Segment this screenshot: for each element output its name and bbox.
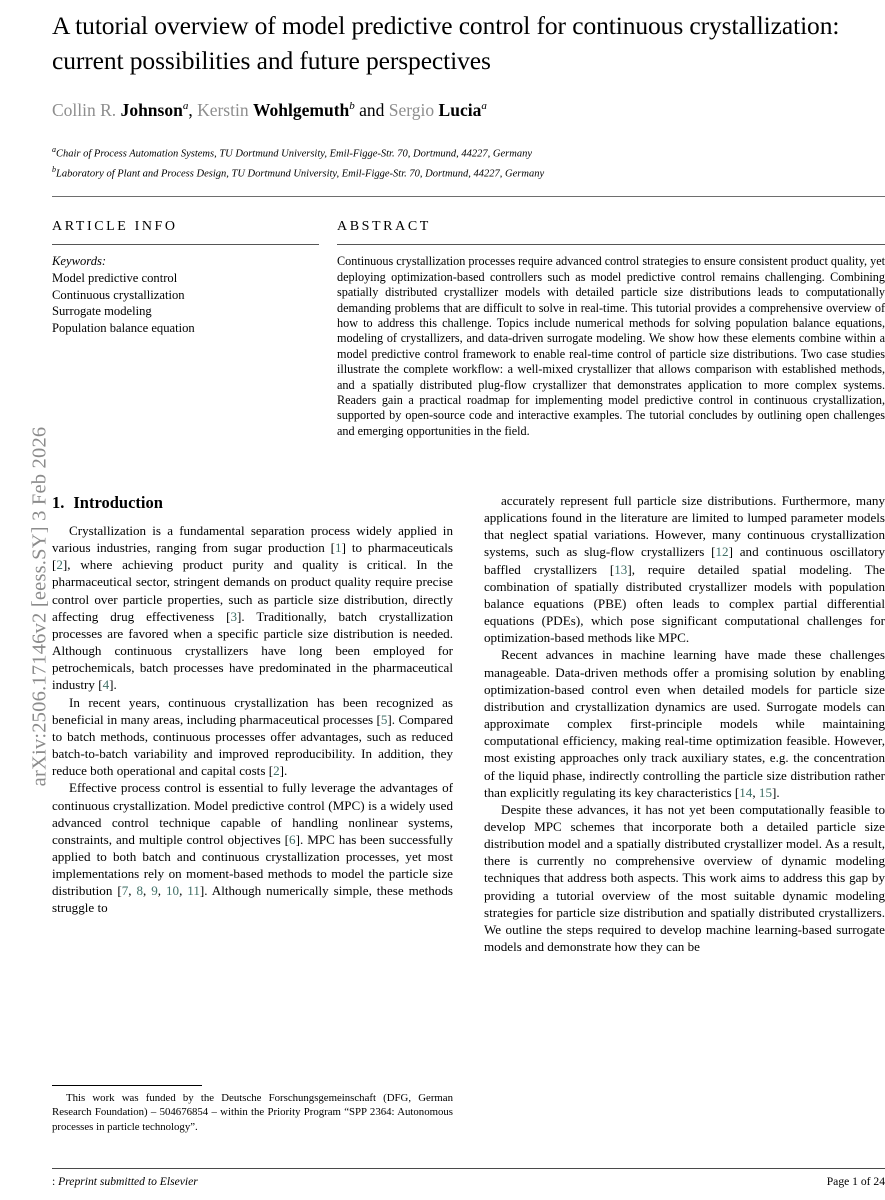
right-column-paragraph: Despite these advances, it has not yet been computationally feasible to develop MPC schemes that incorporate both a detailed particle size distribution model and a spatially distributed crystallizer model. As a result, there is currently no comprehensive overview of dynamic modeling techniques that address both aspects. This work aims to address this gap by providing a tutorial overview of the most suitable dynamic modeling strategies for particle size distribution and spatially distributed crystallizers. We outline the steps required to develop machine learning-based surrogate models and demonstrate how they can be (484, 801, 885, 955)
paper-page (52, 0, 885, 1200)
citation-link[interactable]: 5 (380, 711, 388, 727)
affiliation-2 (52, 162, 885, 182)
keyword-item: Surrogate modeling (52, 304, 152, 319)
affiliation-marker: b (52, 164, 56, 174)
author-1 (52, 100, 188, 120)
abstract-column (337, 209, 885, 452)
citation-link[interactable]: 7 (121, 883, 129, 899)
author-affiliation-marker: b (349, 100, 355, 112)
citation-link[interactable]: 2 (273, 763, 280, 779)
article-info-heading: ARTICLE INFO (52, 218, 178, 234)
affiliation-marker: a (52, 144, 56, 154)
citation-link[interactable]: 6 (289, 831, 296, 847)
section-number: 1. (52, 493, 65, 512)
author-separator: , (188, 99, 198, 120)
info-abstract-section (52, 209, 885, 452)
keywords-label: Keywords: (52, 254, 107, 269)
arxiv-stamp (0, 0, 51, 1200)
footnote (52, 1085, 453, 1134)
citation-link[interactable]: 3 (230, 608, 238, 624)
section-heading-introduction (52, 492, 453, 513)
keyword-item: Continuous crystallization (52, 287, 185, 302)
citation-link[interactable]: 15 (758, 784, 772, 800)
citation-link[interactable]: 2 (56, 557, 63, 573)
author-first-name: Sergio (388, 99, 439, 120)
page-footer (52, 1168, 885, 1188)
citation-link[interactable]: 10 (165, 883, 180, 899)
footer-row (52, 1175, 885, 1188)
footer-preprint-text: Preprint submitted to Elsevier (58, 1175, 198, 1188)
citation-link[interactable]: 1 (335, 540, 342, 556)
citation-link[interactable]: 8 (136, 883, 143, 899)
right-column-paragraph: accurately represent full particle size distributions. Furthermore, many applications found in the literature are limited to lumped parameter models that neglect spatial variations. However, many continuous crystallization systems, such as slug-flow crystallizers [12] and continuous oscillatory baffled crystallizers [13], require detailed spatial modeling. The combination of spatially distributed crystallizer models with population balance equations (PBE) often leads to complex partial differential equations (PDEs), which pose significant computational challenges for optimization-based methods like MPC. (484, 493, 885, 646)
author-affiliation-marker: a (182, 100, 189, 112)
citation-link[interactable]: 13 (614, 561, 628, 577)
arxiv-stamp-text: arXiv:2506.17146v2 [eess.SY] 3 Feb 2026 (28, 426, 51, 787)
keyword-item: Model predictive control (52, 271, 178, 286)
footnote-text: This work was funded by the Deutsche Forschungsgemeinschaft (DFG, German Research Foundation) – 504676854 – within the Priority Program “SPP 2364: Autonomous processes in particle technology”. (52, 1092, 453, 1133)
footnote-divider (52, 1085, 202, 1086)
affiliation-text: Laboratory of Plant and Process Design, TU Dortmund University, Emil-Figge-Str. 70, Dortmund, 44227, Germany (56, 168, 545, 180)
keywords-list (52, 270, 319, 336)
author-first-name: Kerstin (197, 99, 253, 120)
author-2 (197, 100, 355, 120)
abstract-heading: ABSTRACT (337, 218, 431, 234)
footer-divider (52, 1168, 885, 1169)
author-last-name: Wohlgemuth (252, 99, 350, 120)
abstract-rule (337, 244, 885, 246)
author-separator: and (354, 99, 389, 120)
article-info-rule (52, 244, 319, 246)
citation-link[interactable]: 14 (739, 784, 753, 800)
left-column-paragraphs (52, 522, 453, 917)
body-columns (52, 492, 885, 955)
right-column (484, 492, 885, 955)
abstract-text: Continuous crystallization processes require advanced control strategies to ensure consistent product quality, yet deploying optimization-based controllers such as model predictive control remains challenging. Combining spatially distributed crystallizer models with detailed particle size distributions leads to computationally demanding problems that are difficult to solve in real-time. This tutorial provides a comprehensive overview of how to address this challenge. Topics include numerical methods for solving population balance equations, modeling of crystallizers, and data-driven surrogate modeling. We show how these elements combine within a model predictive control framework to enable real-time control of particle size distributions. Two case studies illustrate the complete workflow: a well-mixed crystallizer that allows comparison with established methods, and a spatially distributed plug-flow crystallizer that demonstrates application to more complex systems. Readers gain a practical roadmap for implementing model predictive control in continuous crystallization, supported by open-source code and interactive examples. The tutorial concludes by outlining open challenges and emerging opportunities in the field. (337, 254, 885, 438)
left-column-paragraph: In recent years, continuous crystallization has been recognized as beneficial in many areas, including pharmaceutical processes [5]. Compared to batch methods, continuous processes offer advantages, such as reduced batch-to-batch variability and improved reproducibility. In addition, they reduce both operational and capital costs [2]. (52, 694, 454, 779)
citation-link[interactable]: 12 (715, 544, 729, 560)
author-list (52, 95, 885, 121)
section-title: Introduction (73, 493, 163, 512)
author-last-name: Lucia (438, 99, 482, 120)
keywords-block (52, 253, 319, 336)
affiliation-1 (52, 142, 885, 162)
affiliation-list (52, 142, 885, 182)
citation-link[interactable]: 4 (102, 677, 110, 693)
author-first-name: Collin R. (52, 99, 121, 120)
footer-colon: : (52, 1175, 56, 1188)
left-column-paragraph: Crystallization is a fundamental separation process widely applied in various industries, ranging from sugar production [1] to pharmaceuticals [2], where achieving product purity and quality is critical. In the pharmaceutical sector, stringent demands on product quality require precise control over particle properties, such as particle size distribution, directly affecting drug effectiveness [3]. Traditionally, batch crystallization processes are favored when a specific particle size distribution is needed. Although continuous crystallizers have long been employed for petrochemicals, batch processes have predominated in the pharmaceutical industry [4]. (52, 523, 453, 693)
header-divider (52, 196, 885, 197)
citation-link[interactable]: 11 (187, 883, 200, 899)
left-column (52, 492, 453, 955)
author-last-name: Johnson (120, 99, 183, 120)
left-column-paragraph: Effective process control is essential to fully leverage the advantages of continuous crystallization. Model predictive control (MPC) is a widely used advanced control technique capable of handling nonlinear systems, constraints, and multiple control objectives [6]. MPC has been successfully applied to both batch and continuous crystallization processes, yet most implementations rely on moment-based methods to model the particle size distribution [7, 8, 9, 10, 11]. Although numerically simple, these methods struggle to (52, 780, 453, 916)
page-title: A tutorial overview of model predictive control for continuous crystallization: current possibilities and future perspectives (52, 11, 840, 75)
keyword-item: Population balance equation (52, 320, 195, 335)
right-column-paragraph: Recent advances in machine learning have made these challenges manageable. Data-driven methods offer a promising solution by enabling optimization-based control even when detailed models for particle size distribution and crystallization dynamics are used. Surrogate models can approximate complex first-principle models while maintaining computational efficiency, making real-time optimization feasible. However, most existing approaches only track auxiliary states, e.g. the concentration of the liquid phase, indirectly controlling the particle size distribution rather than explicitly regulating its key characteristics [14, 15]. (484, 647, 885, 800)
citation-link[interactable]: 9 (151, 883, 158, 899)
author-3 (389, 100, 487, 120)
footer-page-number: Page 1 of 24 (826, 1175, 885, 1188)
right-column-paragraphs (484, 492, 885, 955)
article-info-column (52, 209, 319, 452)
affiliation-text: Chair of Process Automation Systems, TU Dortmund University, Emil-Figge-Str. 70, Dortmund, 44227, Germany (56, 148, 532, 160)
author-affiliation-marker: a (481, 100, 487, 112)
title-block (52, 0, 885, 182)
footer-preprint-note (52, 1175, 198, 1188)
